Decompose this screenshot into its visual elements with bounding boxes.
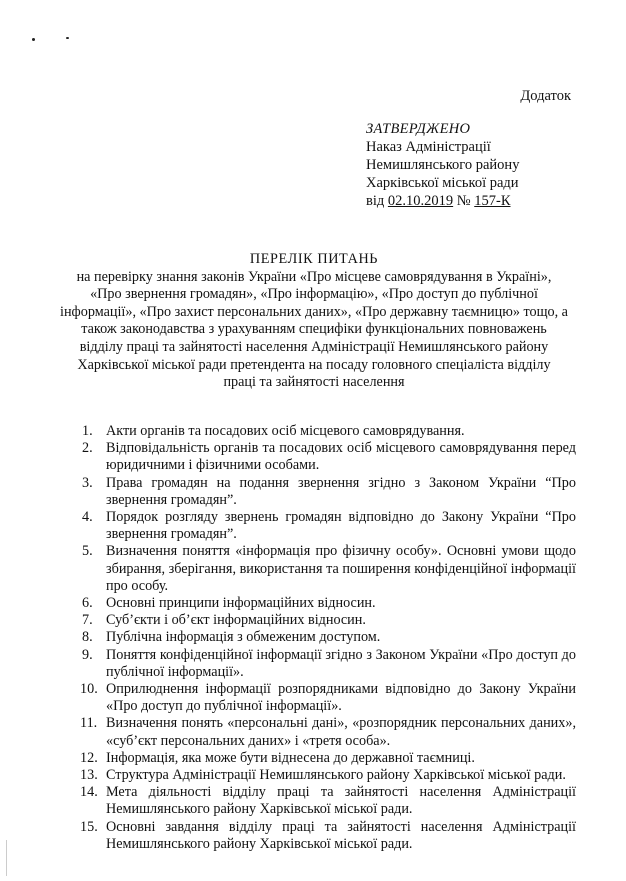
item-number: 15. (80, 818, 98, 835)
item-number: 8. (82, 629, 93, 646)
item-text: Основні принципи інформаційних відносин. (106, 595, 376, 612)
item-text: Мета діяльності відділу праці та зайнятості населення Адміністрації Немишлянського району Харківської міської ради. (106, 784, 576, 818)
from-label: від (366, 193, 385, 209)
scan-edge-mark (6, 840, 7, 876)
title-line: праці та зайнятості населення (223, 374, 405, 391)
list-item (82, 509, 576, 543)
title-line: «Про звернення громадян», «Про інформацію», «Про доступ до публічної (90, 286, 538, 303)
item-text: Суб’єкти і об’єкт інформаційних відносин. (106, 612, 366, 629)
addendum-label: Додаток (520, 88, 571, 104)
item-text: Права громадян на подання звернення згідно з Законом України “Про звернення громадян”. (106, 474, 576, 508)
item-number: 14. (80, 784, 98, 801)
item-number: 12. (80, 749, 98, 766)
item-text: Публічна інформація з обмеженим доступом. (106, 629, 381, 646)
list-item (82, 612, 576, 629)
item-text: Основні завдання відділу праці та зайнятості населення Адміністрації Немишлянського району Харківської міської ради. (106, 818, 576, 852)
order-date-line (366, 192, 519, 210)
item-text: Структура Адміністрації Немишлянського району Харківської міської ради. (106, 767, 566, 784)
title-line: на перевірку знання законів України «Про місцеве самоврядування в Україні», (76, 268, 552, 285)
item-number: 4. (82, 509, 93, 526)
order-date: 02.10.2019 (387, 193, 454, 209)
district-line: Немишлянського району (366, 157, 520, 173)
questions-list (82, 423, 576, 853)
item-number: 6. (82, 595, 93, 612)
title-line: інформації», «Про захист персональних даних», «Про державну таємницю» тощо, а (60, 303, 568, 320)
approval-stamp-block (366, 120, 519, 210)
list-item (82, 681, 576, 715)
title-line: відділу праці та зайнятості населення Адміністрації Немишлянського району (79, 338, 549, 355)
item-text: Поняття конфіденційної інформації згідно з Законом України «Про доступ до публічної інформації». (106, 646, 576, 680)
title-line: також законодавства з урахуванням специфіки функціональних повноважень (81, 321, 547, 338)
list-item (82, 475, 576, 509)
item-text: Відповідальність органів та посадових осіб місцевого самоврядування перед юридичними і фізичними особами. (106, 440, 576, 474)
item-text: Оприлюднення інформації розпорядниками відповідно до Закону України «Про доступ до публічної інформації». (106, 681, 576, 715)
list-item (82, 784, 576, 818)
item-number: 2. (82, 440, 93, 457)
list-item (82, 767, 576, 784)
order-number: 157-К (474, 193, 511, 209)
title-main: ПЕРЕЛІК ПИТАНЬ (249, 251, 379, 267)
scan-speck (32, 38, 35, 41)
item-number: 1. (82, 423, 93, 439)
document-title (40, 251, 588, 392)
list-item (82, 440, 576, 474)
title-line: Харківської міської ради претендента на посаду головного спеціаліста відділу (77, 356, 551, 373)
list-item (82, 715, 576, 749)
list-item (82, 595, 576, 612)
list-item (82, 543, 576, 595)
list-item (82, 629, 576, 646)
item-number: 13. (80, 767, 98, 784)
number-label: № (456, 193, 471, 209)
order-line: Наказ Адміністрації (366, 139, 491, 155)
list-item (82, 647, 576, 681)
list-item (82, 750, 576, 767)
scan-speck (66, 37, 69, 39)
item-text: Акти органів та посадових осіб місцевого самоврядування. (106, 423, 465, 439)
item-number: 11. (80, 715, 98, 732)
item-number: 7. (82, 612, 93, 629)
item-number: 9. (82, 646, 93, 663)
list-item (82, 819, 576, 853)
item-number: 10. (80, 681, 98, 698)
approved-heading: ЗАТВЕРДЖЕНО (366, 121, 471, 137)
item-text: Порядок розгляду звернень громадян відповідно до Закону України “Про звернення громадян”. (106, 509, 576, 543)
item-text: Інформація, яка може бути віднесена до державної таємниці. (106, 749, 475, 766)
item-number: 5. (82, 543, 93, 560)
item-text: Визначення поняття «інформація про фізичну особу». Основні умови щодо збирання, зберігання, використання та поширення конфіденційної інформації про особу. (106, 543, 576, 594)
item-text: Визначення понять «персональні дані», «розпорядник персональних даних», «суб’єкт персональних даних» і «третя особа». (106, 715, 576, 749)
council-line: Харківської міської ради (366, 175, 519, 191)
list-item (82, 423, 576, 440)
item-number: 3. (82, 474, 93, 491)
